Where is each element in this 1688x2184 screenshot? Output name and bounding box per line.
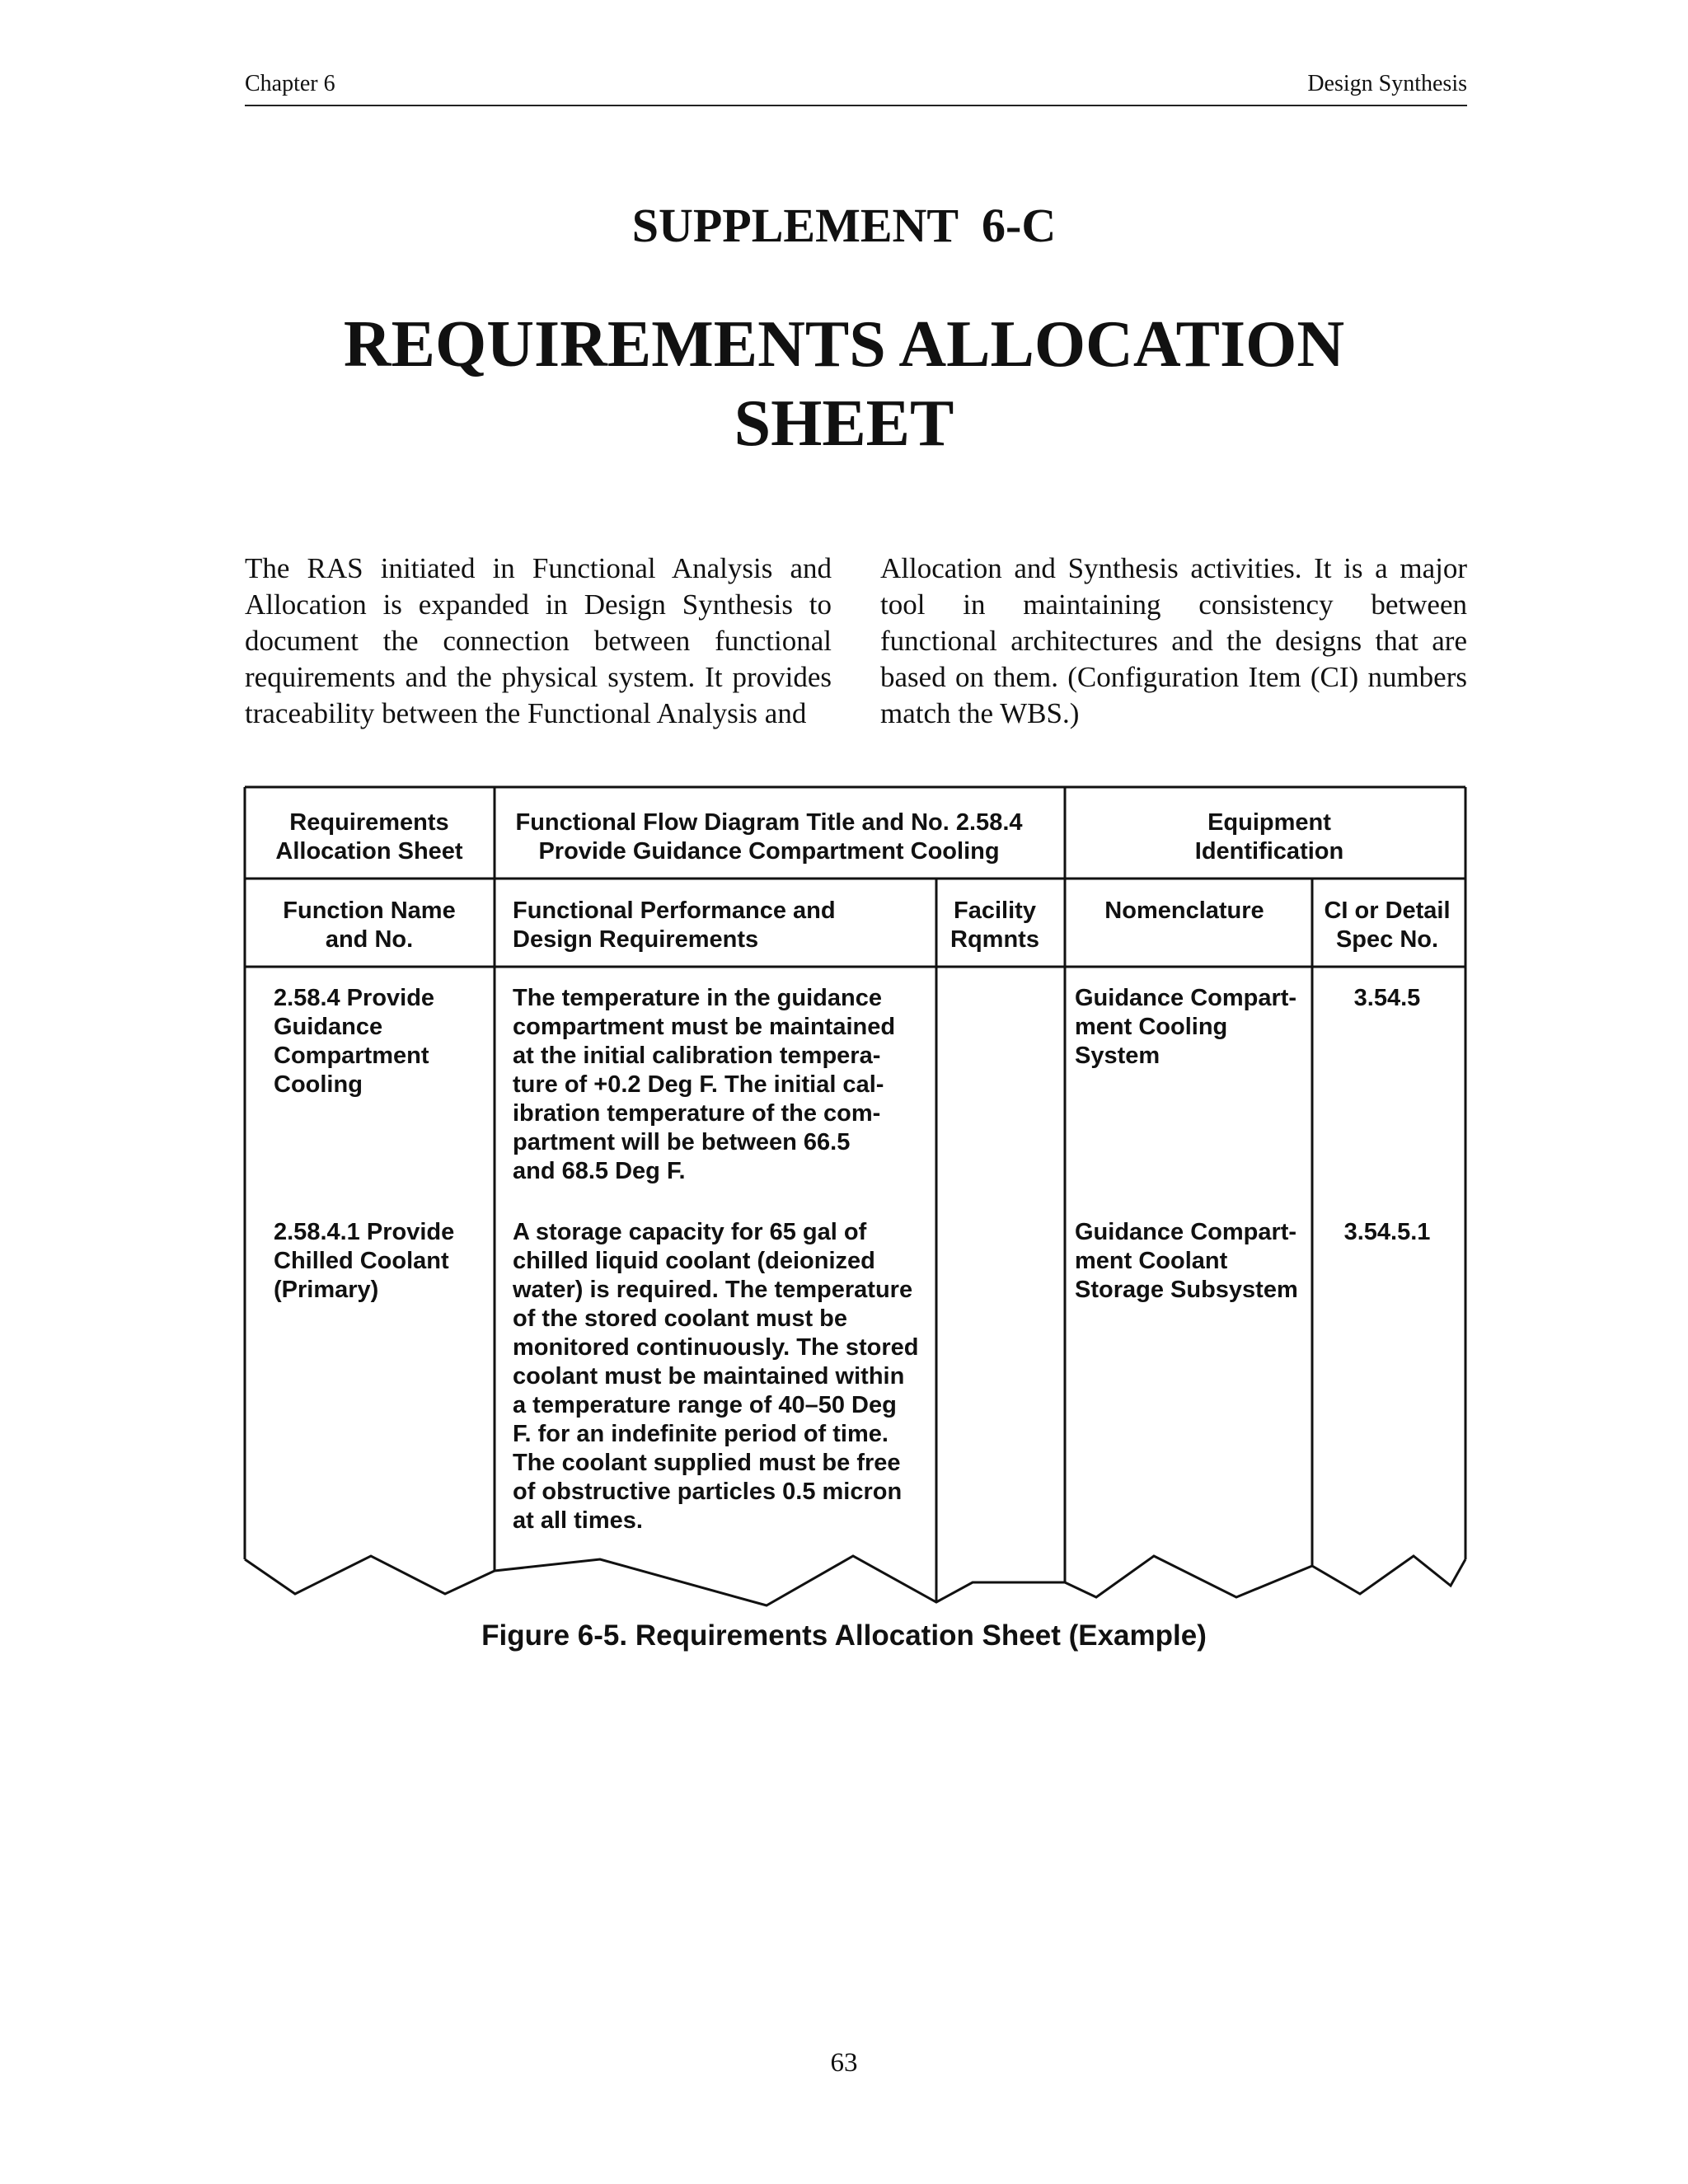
requirement-text-cell: of obstructive particles 0.5 micron [513,1479,903,1505]
function-name-cell: 2.58.4.1 Provide [274,1219,455,1245]
requirement-text-cell: A storage capacity for 65 gal of [513,1219,867,1245]
column-header-nomenclature: Nomenclature [1104,898,1264,924]
requirement-text-cell: of the stored coolant must be [513,1305,848,1332]
requirement-text-cell: ture of +0.2 Deg F. The initial cal- [513,1071,884,1098]
function-name-cell: Chilled Coolant [274,1248,449,1274]
requirement-text-cell: monitored continuously. The stored [513,1334,919,1361]
column-header-requirements: Design Requirements [513,926,759,953]
requirement-text-cell: and 68.5 Deg F. [513,1158,686,1184]
nomenclature-cell: Guidance Compart- [1075,1219,1297,1245]
column-header-facility: Facility [954,898,1036,924]
requirement-text-cell: water) is required. The temperature [513,1277,913,1303]
requirement-text-cell: chilled liquid coolant (deionized [513,1248,875,1274]
column-header-ci: Spec No. [1335,926,1439,953]
column-header-facility: Rqmnts [950,926,1039,953]
ci-spec-cell: 3.54.5.1 [1343,1219,1431,1245]
sheet-title-cell: Requirements [289,809,449,836]
equipment-identification-cell: Identification [1194,838,1344,865]
requirement-text-cell: partment will be between 66.5 [513,1129,851,1155]
column-header-ci: CI or Detail [1324,898,1451,924]
nomenclature-cell: ment Cooling [1075,1014,1228,1040]
function-name-cell: 2.58.4 Provide [274,985,435,1011]
nomenclature-cell: Guidance Compart- [1075,985,1297,1011]
requirement-text-cell: at the initial calibration tempera- [513,1043,881,1069]
sheet-title-cell: Allocation Sheet [275,838,463,865]
header-section: Design Synthesis [1307,71,1467,96]
supplement-heading: SUPPLEMENT 6-C [631,199,1057,252]
function-name-cell: Cooling [274,1071,363,1098]
flow-diagram-title-cell: Functional Flow Diagram Title and No. 2.58.4 [515,809,1023,836]
requirement-text-cell: coolant must be maintained within [513,1363,905,1390]
column-header-function: and No. [325,926,414,953]
requirement-text-cell: The coolant supplied must be free [513,1450,901,1476]
intro-column-left: The RAS initiated in Functional Analysis and Allocation is expanded in Design Synthesis to document the connection between functional requirements and the physical system. It provides traceability between the Functional Analysis and [245,552,832,729]
header-chapter: Chapter 6 [245,71,335,96]
page-title: REQUIREMENTS ALLOCATION SHEET [343,308,1345,460]
requirement-text-cell: a temperature range of 40–50 Deg [513,1392,897,1418]
function-name-cell: (Primary) [274,1277,379,1303]
equipment-identification-cell: Equipment [1207,809,1331,836]
function-name-cell: Compartment [274,1043,429,1069]
requirement-text-cell: at all times. [513,1507,643,1534]
requirement-text-cell: F. for an indefinite period of time. [513,1421,889,1447]
nomenclature-cell: System [1075,1043,1160,1069]
requirement-text-cell: compartment must be maintained [513,1014,896,1040]
intro-column-right: Allocation and Synthesis activities. It is a major tool in maintaining consistency between functional architectures and the designs that are based on them. (Configuration Item (CI) numbers match the WBS.) [880,552,1467,729]
ci-spec-cell: 3.54.5 [1353,985,1421,1011]
torn-bottom-edge [245,1556,1465,1605]
column-header-requirements: Functional Performance and [513,898,836,924]
column-header-function: Function Name [283,898,456,924]
figure-caption: Figure 6-5. Requirements Allocation Sheet (Example) [481,1619,1207,1652]
nomenclature-cell: ment Coolant [1075,1248,1228,1274]
requirement-text-cell: ibration temperature of the com- [513,1100,881,1127]
flow-diagram-title-cell: Provide Guidance Compartment Cooling [538,838,1000,865]
function-name-cell: Guidance [274,1014,383,1040]
requirement-text-cell: The temperature in the guidance [513,985,882,1011]
nomenclature-cell: Storage Subsystem [1075,1277,1298,1303]
page-number: 63 [830,2048,858,2078]
